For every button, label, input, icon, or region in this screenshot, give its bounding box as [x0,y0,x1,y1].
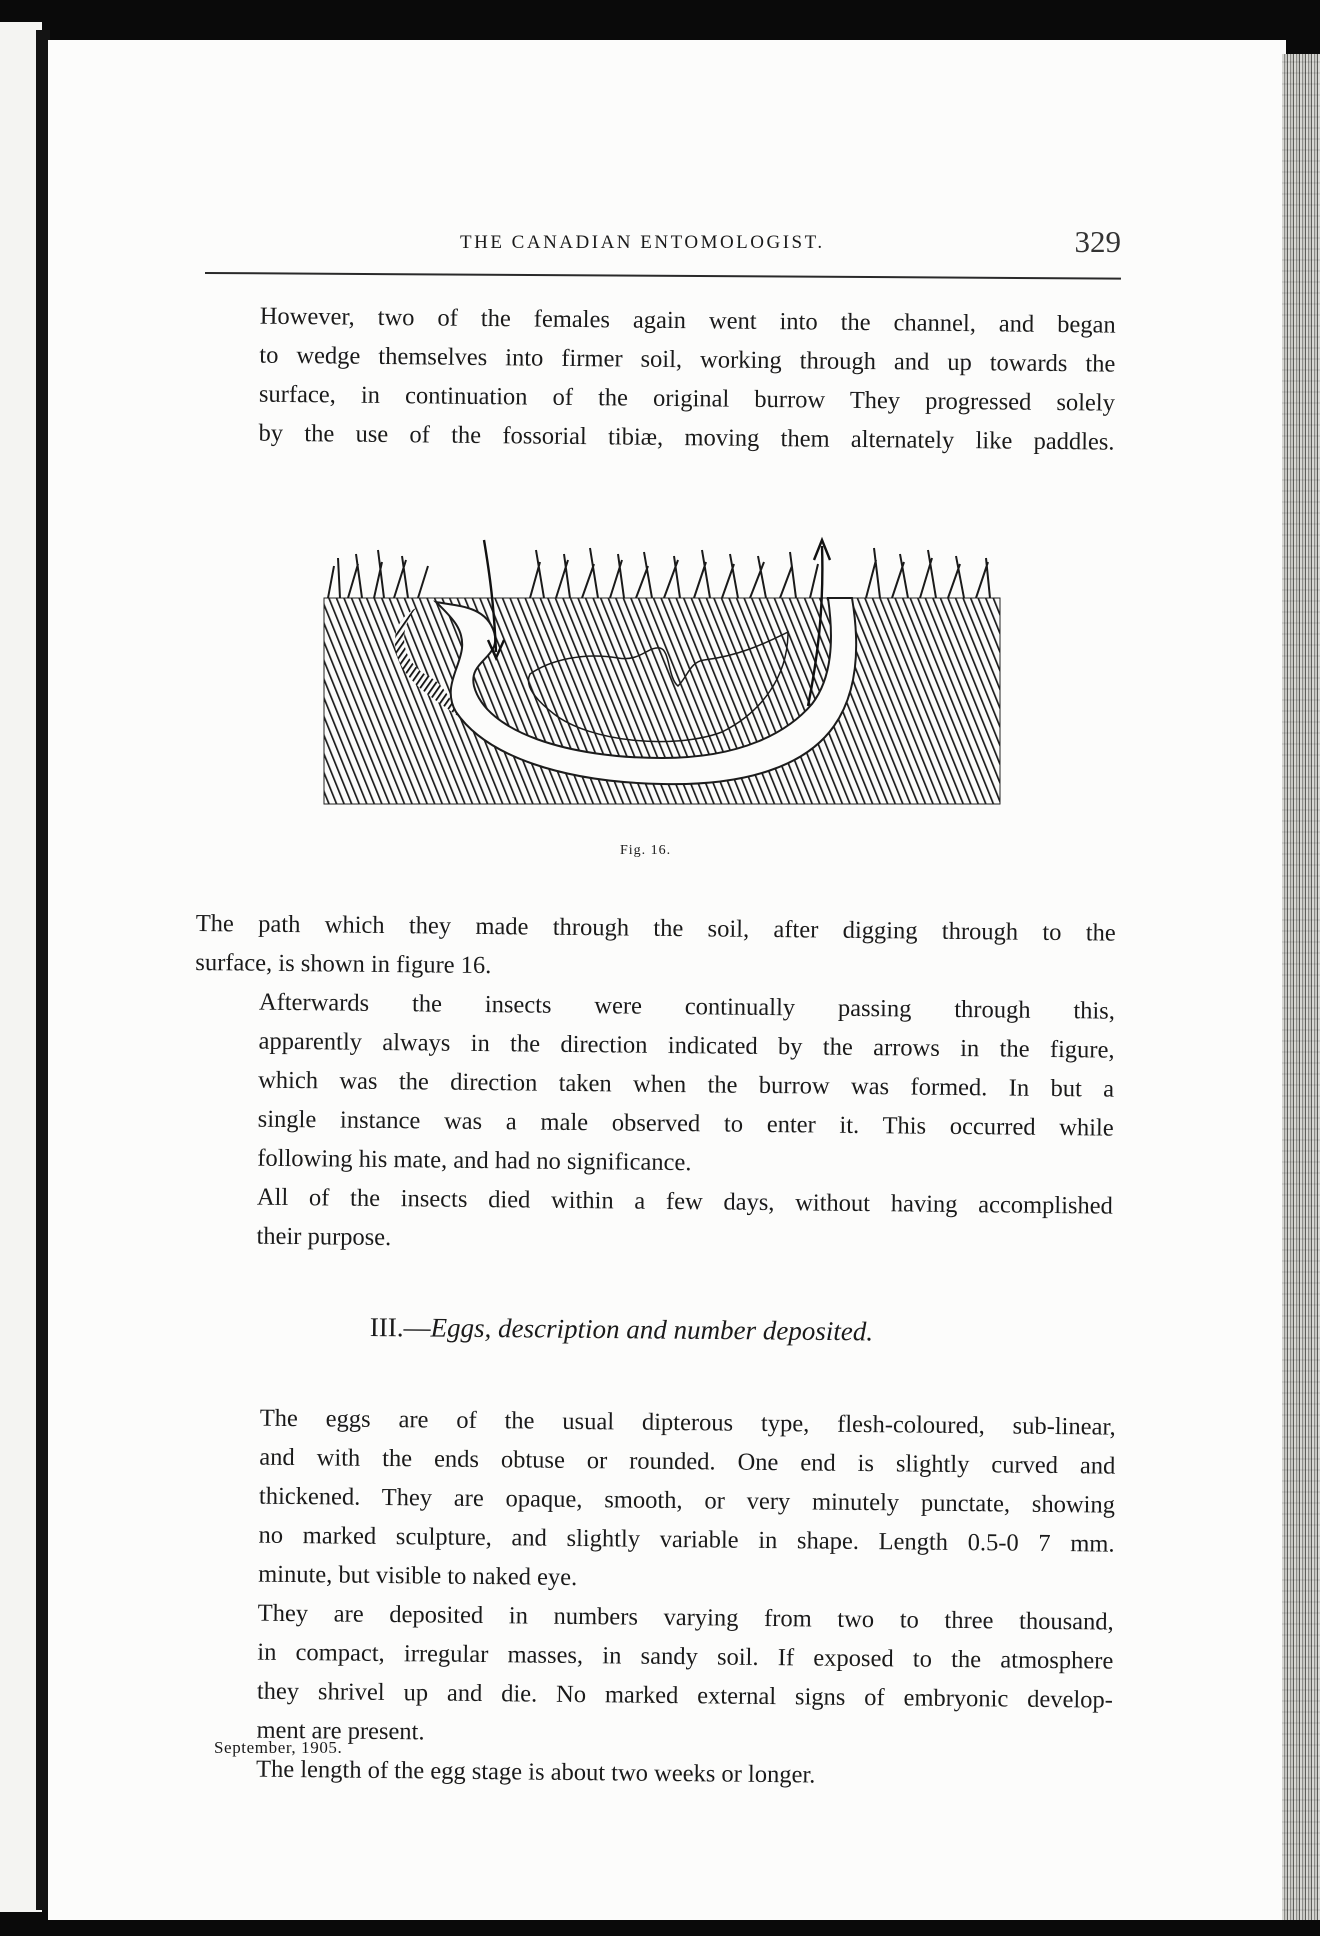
issue-date: September, 1905. [214,1738,343,1757]
text-line: they shrivel up and die. No marked external signs of embryonic develop- [256,1677,1114,1714]
section-numeral: III.— [369,1312,431,1343]
grass [328,548,990,598]
burrow-illustration [318,536,1004,816]
section-heading [370,1312,1070,1349]
paragraph-5 [194,1398,1116,1603]
text-line: The path which they made through the soil, after digging through to the [195,909,1116,947]
paragraph-2 [195,904,1116,992]
paragraph-6 [192,1593,1114,1759]
figure-caption: Fig. 16. [620,843,672,858]
text-line: All of the insects died within a few days, without having accomplished [256,1183,1114,1220]
text-block-middle [192,904,1116,1265]
page-number: 329 [1074,224,1121,259]
text-line: The length of the egg stage is about two weeks or longer. [255,1755,816,1789]
text-line: to wedge themselves into firmer soil, working through and up towards the [259,341,1116,378]
paragraph-4 [192,1177,1113,1265]
text-line: apparently always in the direction indicated by the arrows in the figure, [258,1027,1115,1064]
text-line: in compact, irregular masses, in sandy soil. If exposed to the atmosphere [257,1638,1114,1675]
text-line: ment are present. [256,1716,425,1746]
text-line: their purpose. [256,1222,392,1252]
section-title: Eggs, description and number deposited. [430,1312,874,1347]
text-line: They are deposited in numbers varying from two to three thousand, [257,1599,1114,1636]
paragraph-1 [194,296,1116,462]
text-line: no marked sculpture, and slightly variable in shape. Length 0.5-0 7 mm. [258,1521,1115,1558]
paragraph-3 [193,982,1115,1187]
text-line: minute, but visible to naked eye. [258,1560,578,1592]
text-line: thickened. They are opaque, smooth, or very minutely punctate, showing [258,1482,1116,1519]
text-line: which was the direction taken when the burrow was formed. In but a [258,1066,1115,1103]
text-line: The eggs are of the usual dipterous type, flesh-coloured, sub-linear, [259,1404,1116,1441]
journal-title: THE CANADIAN ENTOMOLOGIST. [460,232,825,253]
text-block-intro [194,296,1116,462]
text-line: by the use of the fossorial tibiæ, moving them alternately like paddles. [258,419,1115,456]
text-line: surface, is shown in figure 16. [195,948,492,980]
text-line: and with the ends obtuse or rounded. One end is slightly curved and [259,1443,1116,1480]
page-stack-edge [1282,54,1320,1920]
text-line: Afterwards the insects were continually passing through this, [258,988,1116,1025]
text-line: single instance was a male observed to enter it. This occurred while [257,1105,1114,1142]
text-line: following his mate, and had no significance. [257,1144,692,1177]
text-line: surface, in continuation of the original burrow They progressed solely [258,380,1116,417]
running-head [205,224,1125,268]
text-line: However, two of the females again went into the channel, and began [259,302,1116,339]
